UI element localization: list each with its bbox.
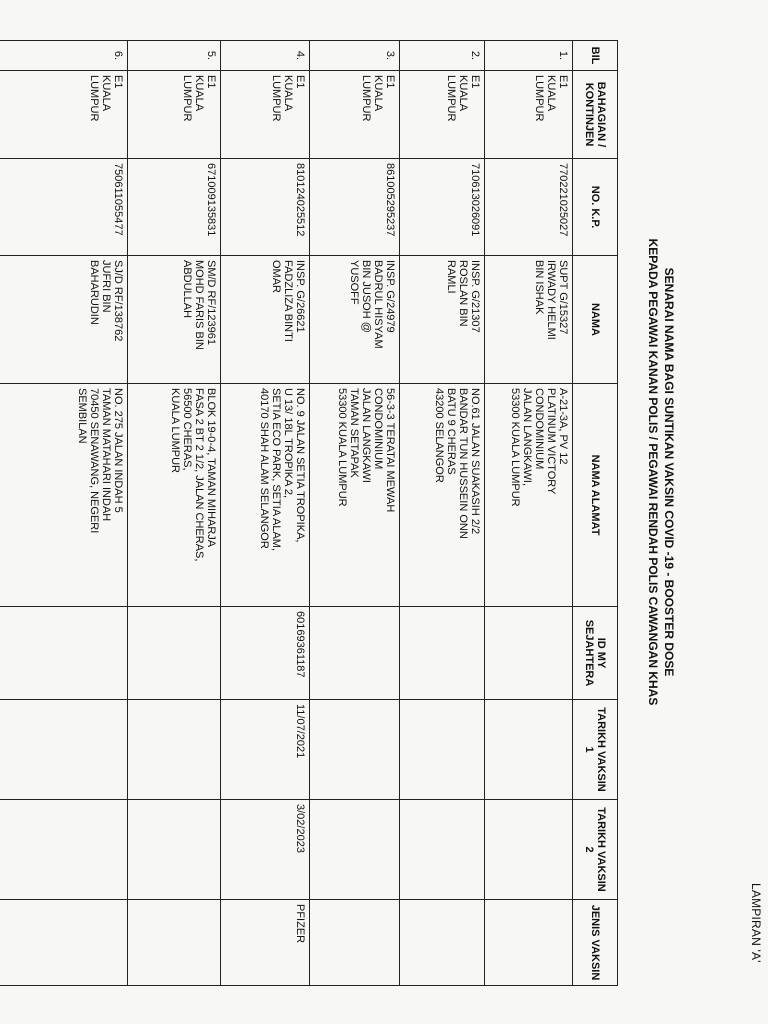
row-bil: 2. <box>400 41 485 71</box>
row-nama: SJ/D RF/138762 JUFRI BIN BAHARUDIN <box>0 256 128 384</box>
row-nama: INSP. G/21307 ROSLAN BIN RAMLI <box>400 256 485 384</box>
row-bil: 6. <box>0 41 128 71</box>
row-tarikh-vaksin-2 <box>310 800 400 900</box>
row-no-kp: 810124025512 <box>221 159 310 256</box>
row-id-my-sejahtera <box>310 607 400 700</box>
row-tarikh-vaksin-2 <box>400 800 485 900</box>
table-header-row <box>573 41 618 986</box>
row-id-my-sejahtera <box>128 607 221 700</box>
document-title-line2: KEPADA PEGAWAI KANAN POLIS / PEGAWAI RENDAH POLIS CAWANGAN KHAS <box>646 238 660 706</box>
row-alamat: NO.61 JALAN SUAKASIH 2/2 BANDAR TUN HUSSEIN ONN BATU 9 CHERAS 43200 SELANGOR <box>400 384 485 607</box>
row-bil: 1. <box>485 41 573 71</box>
row-no-kp: 770221025027 <box>485 159 573 256</box>
lampiran-label: LAMPIRAN 'A' <box>749 883 763 963</box>
row-nama: SM/D RF/123961 MOHD FARIS BIN ABDULLAH <box>128 256 221 384</box>
table-row <box>0 41 128 986</box>
row-bil: 5. <box>128 41 221 71</box>
row-id-my-sejahtera <box>485 607 573 700</box>
row-tarikh-vaksin-2: 3/02/2023 <box>221 800 310 900</box>
table-row <box>128 41 221 986</box>
row-nama: SUPT G/15327 IRWADY HELMI BIN ISHAK <box>485 256 573 384</box>
column-header-tarikh-vaksin-2: TARIKH VAKSIN 2 <box>573 800 618 900</box>
row-bahagian: E1 KUALA LUMPUR <box>0 71 128 159</box>
row-alamat: NO. 9 JALAN SETIA TROPIKA, U 13/ 18L TROPIKA 2, SETIA ECO PARK, SETIA ALAM, 40170 SHAH ALAM SELANGOR <box>221 384 310 607</box>
row-no-kp: 710613026091 <box>400 159 485 256</box>
column-header-tarikh-vaksin-1: TARIKH VAKSIN 1 <box>573 700 618 800</box>
row-jenis-vaksin <box>128 900 221 986</box>
row-jenis-vaksin <box>400 900 485 986</box>
table-row <box>400 41 485 986</box>
row-jenis-vaksin <box>0 900 128 986</box>
table-row <box>485 41 573 986</box>
row-tarikh-vaksin-1 <box>128 700 221 800</box>
column-header-bahagian: BAHAGIAN / KONTINJEN <box>573 71 618 159</box>
row-jenis-vaksin <box>485 900 573 986</box>
row-id-my-sejahtera: 60169361187 <box>221 607 310 700</box>
row-bahagian: E1 KUALA LUMPUR <box>400 71 485 159</box>
row-bahagian: E1 KUALA LUMPUR <box>310 71 400 159</box>
row-tarikh-vaksin-2 <box>0 800 128 900</box>
row-tarikh-vaksin-2 <box>485 800 573 900</box>
row-id-my-sejahtera <box>0 607 128 700</box>
row-jenis-vaksin: PFIZER <box>221 900 310 986</box>
row-bahagian: E1 KUALA LUMPUR <box>221 71 310 159</box>
row-bil: 4. <box>221 41 310 71</box>
row-nama: INSP. G/26621 FADZLIZA BINTI OMAR <box>221 256 310 384</box>
row-alamat: BLOK 19-0-4, TAMAN MIHARJA FASA 2 BT 2 1/2, JALAN CHERAS, 56500 CHERAS, KUALA LUMPUR <box>128 384 221 607</box>
row-no-kp: 671009135831 <box>128 159 221 256</box>
row-bahagian: E1 KUALA LUMPUR <box>485 71 573 159</box>
row-tarikh-vaksin-1 <box>400 700 485 800</box>
row-tarikh-vaksin-1 <box>0 700 128 800</box>
row-no-kp: 861005295237 <box>310 159 400 256</box>
vaccine-list-table <box>0 40 618 986</box>
row-tarikh-vaksin-1: 11/07/2021 <box>221 700 310 800</box>
row-alamat: 56-3-3 TERATAI MEWAH CONDOMINIUM JALAN LANGKAWI TAMAN SETAPAK 53300 KUALA LUMPUR <box>310 384 400 607</box>
table-row <box>221 41 310 986</box>
column-header-nama: NAMA <box>573 256 618 384</box>
table-row <box>310 41 400 986</box>
row-tarikh-vaksin-1 <box>485 700 573 800</box>
row-bil: 3. <box>310 41 400 71</box>
document-title-line1: SENARAI NAMA BAGI SUNTIKAN VAKSIN COVID -19 - BOOSTER DOSE <box>662 267 676 677</box>
column-header-alamat: NAMA ALAMAT <box>573 384 618 607</box>
row-no-kp: 750611055477 <box>0 159 128 256</box>
row-alamat: A-21-3A, PV 12 PLATINUM VICTORY CONDOMINIUM JALAN LANGKAWI, 53300 KUALA LUMPUR <box>485 384 573 607</box>
row-bahagian: E1 KUALA LUMPUR <box>128 71 221 159</box>
column-header-bil: BIL <box>573 41 618 71</box>
row-alamat: NO. 275 JALAN INDAH 5 TAMAN MATAHARI INDAH 70450 SENAWANG, NEGERI SEMBILAN <box>0 384 128 607</box>
row-tarikh-vaksin-1 <box>310 700 400 800</box>
row-tarikh-vaksin-2 <box>128 800 221 900</box>
column-header-id-my-sejahtera: ID MY SEJAHTERA <box>573 607 618 700</box>
column-header-jenis-vaksin: JENIS VAKSIN <box>573 900 618 986</box>
column-header-no-kp: NO. K.P. <box>573 159 618 256</box>
row-jenis-vaksin <box>310 900 400 986</box>
row-id-my-sejahtera <box>400 607 485 700</box>
row-nama: INSP. G/24979 BADRUL HISYAM BIN JUSOH @ YUSOFF <box>310 256 400 384</box>
